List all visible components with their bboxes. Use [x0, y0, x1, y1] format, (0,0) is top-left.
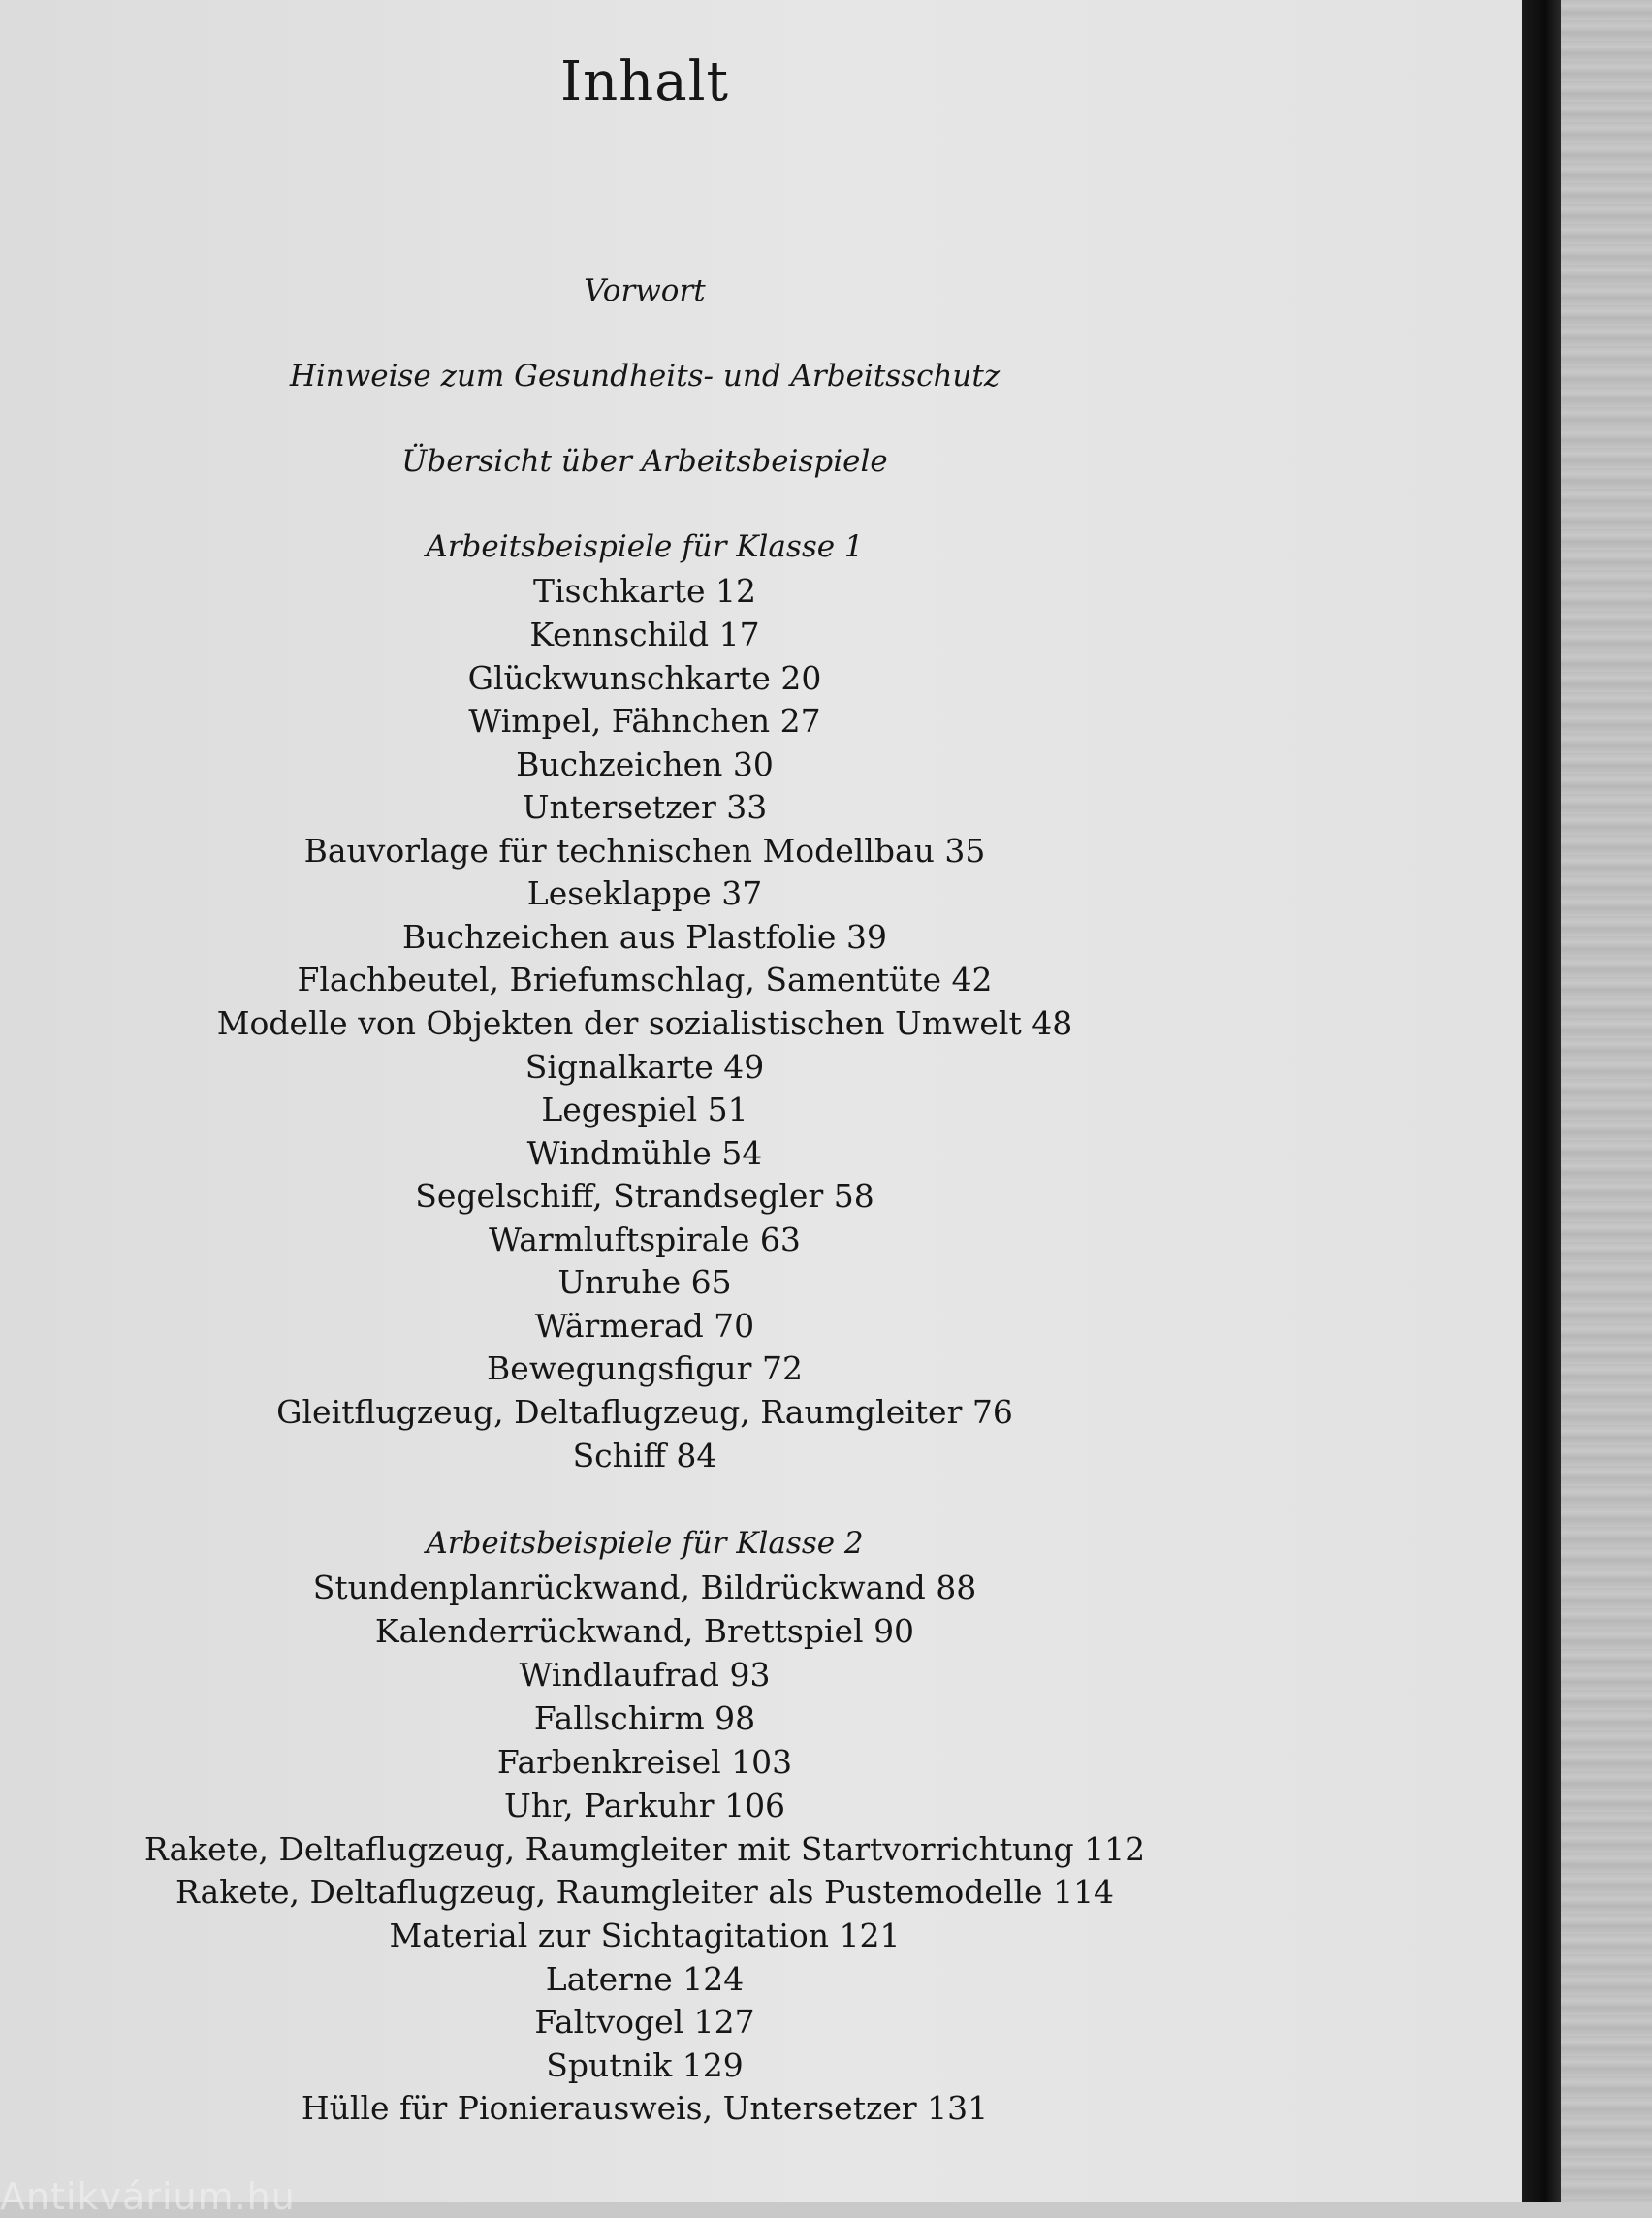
toc-entry: Leseklappe 37	[526, 874, 763, 912]
toc-entry: Untersetzer 33	[522, 788, 768, 826]
toc-entry: Kalenderrückwand, Brettspiel 90	[374, 1612, 915, 1650]
background-surface	[1561, 0, 1652, 2202]
toc-entry: Uhr, Parkuhr 106	[503, 1787, 786, 1824]
page-title: Inhalt	[559, 50, 730, 113]
toc-entry: Fallschirm 98	[533, 1699, 756, 1737]
toc-entry: Windlaufrad 93	[519, 1656, 771, 1694]
toc-entry: Buchzeichen aus Plastfolie 39	[402, 918, 887, 956]
toc-entry: Warmluftspirale 63	[489, 1220, 801, 1258]
toc-entry: Faltvogel 127	[534, 2003, 755, 2041]
toc-entry: Bewegungsfigur 72	[487, 1349, 803, 1387]
toc-entry: Segelschiff, Strandsegler 58	[415, 1177, 874, 1215]
toc-entry: Windmühle 54	[526, 1134, 763, 1172]
toc-entry: Wimpel, Fähnchen 27	[468, 702, 821, 740]
toc-entry: Stundenplanrückwand, Bildrückwand 88	[312, 1568, 977, 1606]
toc-entry: Material zur Sichtagitation 121	[389, 1917, 901, 1954]
toc-entry: Sputnik 129	[546, 2046, 744, 2084]
toc-entry: Rakete, Deltaflugzeug, Raumgleiter als Pustemodelle 114	[175, 1873, 1115, 1911]
toc-entry: Rakete, Deltaflugzeug, Raumgleiter mit Startvorrichtung 112	[143, 1830, 1146, 1868]
toc-entry: Gleitflugzeug, Deltaflugzeug, Raumgleiter 76	[276, 1393, 1013, 1431]
toc-entry: Schiff 84	[572, 1437, 717, 1474]
toc-entry: Buchzeichen 30	[516, 745, 774, 783]
toc-entry: Tischkarte 12	[533, 572, 756, 610]
toc-entry: Farbenkreisel 103	[496, 1743, 793, 1781]
toc-entry: Bauvorlage für technischen Modellbau 35	[303, 832, 986, 870]
toc-heading-klasse-1: Arbeitsbeispiele für Klasse 1	[426, 529, 864, 564]
toc-section-hinweise: Hinweise zum Gesundheits- und Arbeitsschutz	[289, 359, 1001, 394]
toc-section-uebersicht: Übersicht über Arbeitsbeispiele	[401, 444, 888, 479]
toc-entry: Glückwunschkarte 20	[467, 659, 822, 697]
watermark-text: Antikvárium.hu	[0, 2175, 296, 2218]
toc-entry: Laterne 124	[545, 1960, 745, 1998]
toc-section-vorwort: Vorwort	[584, 273, 706, 308]
toc-entry: Modelle von Objekten der sozialistischen Umwelt 48	[216, 1004, 1073, 1042]
toc-entry: Flachbeutel, Briefumschlag, Samentüte 42	[297, 961, 993, 998]
toc-heading-klasse-2: Arbeitsbeispiele für Klasse 2	[426, 1526, 864, 1561]
toc-entry: Legespiel 51	[541, 1091, 748, 1128]
toc-entry: Wärmerad 70	[534, 1307, 755, 1345]
toc-entry: Unruhe 65	[557, 1263, 732, 1301]
toc-entry: Hülle für Pionierausweis, Untersetzer 131	[301, 2089, 989, 2127]
page-edge-shadow	[1522, 0, 1561, 2202]
toc-entry: Kennschild 17	[529, 616, 760, 653]
toc-entry: Signalkarte 49	[524, 1048, 765, 1086]
